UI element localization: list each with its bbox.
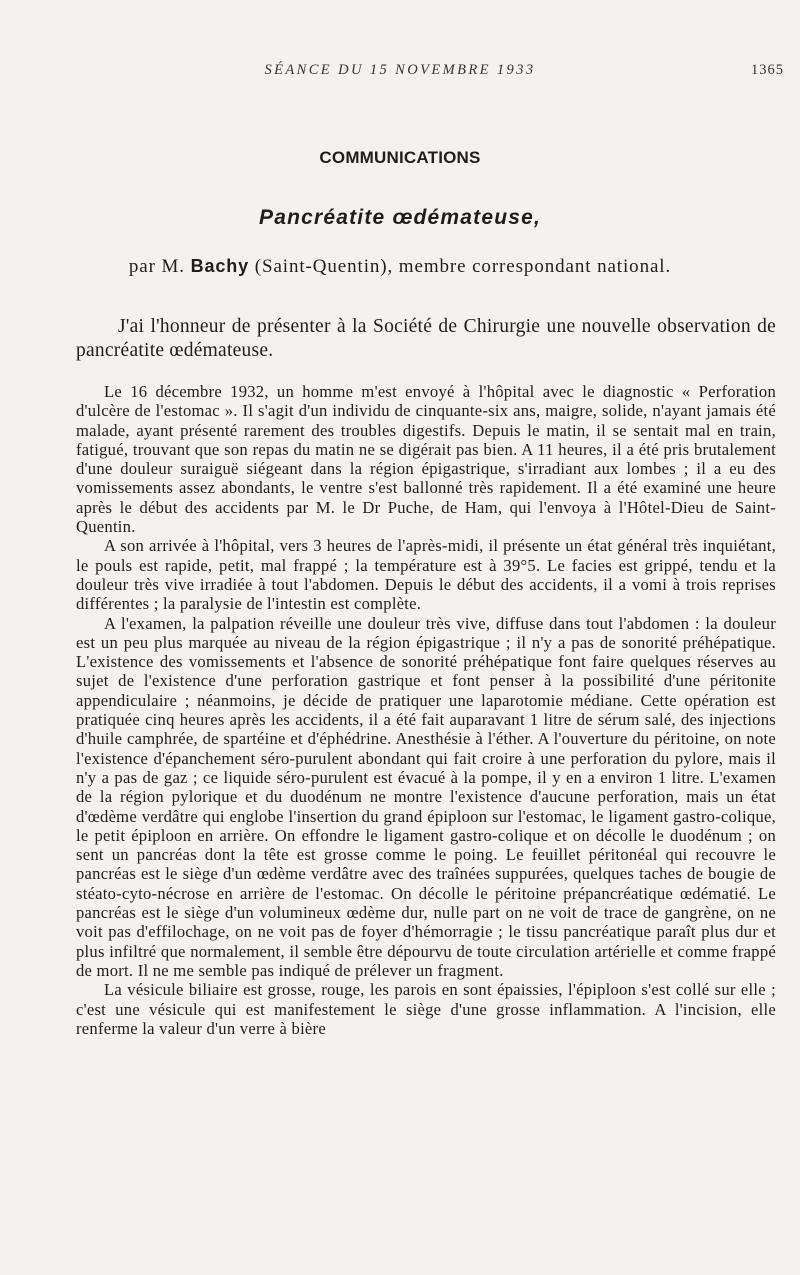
byline <box>0 256 800 278</box>
body-paragraph: La vésicule biliaire est grosse, rouge, les parois en sont épaissies, l'épiploon s'est collé sur elle ; c'est une vésicule qui est manifestement le siège d'une grosse inflammation. A l'incision, elle renferme la valeur d'un verre à bière <box>76 980 776 1038</box>
author-name: Bachy <box>190 256 250 276</box>
body-paragraph: A l'examen, la palpation réveille une douleur très vive, diffuse dans tout l'abdomen : la douleur est un peu plus marquée au niveau de la région épigastrique ; il n'y a pas de sonorité préhépatique. L'existence des vomissements et l'absence de sonorité préhépatique font faire quelques réserves au sujet de l'existence d'une perforation gastrique et font penser à la possibilité d'une péritonite appendiculaire ; néanmoins, je décide de pratiquer une laparotomie médiane. Cette opération est pratiquée cinq heures après les accidents, il a été fait auparavant 1 litre de sérum salé, des injections d'huile camphrée, de spartéine et d'éphédrine. Anesthésie à l'éther. A l'ouverture du péritoine, on note l'existence d'épanchement séro-purulent abondant qui fait croire à une perforation du pylore, mais il n'y a pas de gaz ; ce liquide séro-purulent est évacué à la pompe, il y en a environ 1 litre. L'examen de la région pylorique et du duodénum ne montre l'existence d'aucune perforation, mais un état d'œdème verdâtre qui englobe l'insertion du grand épiploon sur l'estomac, le ligament gastro-colique, le petit épiploon en arrière. On effondre le ligament gastro-colique et on décolle le duodénum ; on sent un pancréas dont la tête est grosse comme le poing. Le feuillet péritonéal qui recouvre le pancréas est le siège d'un œdème verdâtre avec des traînées suppurées, quelques taches de bougie de stéato-cyto-nécrose en arrière de l'estomac. On décolle le péritoine prépancréatique œdématié. Le pancréas est le siège d'un volumineux œdème dur, nulle part on ne voit de trace de gangrène, on ne voit pas d'effilochage, on ne voit pas de foyer d'hémorragie ; le tissu pancréatique paraît plus dur et plus infiltré que normalement, il semble être dépourvu de toute circulation artérielle et comme frappé de mort. Il ne me semble pas indiqué de prélever un fragment. <box>76 613 776 980</box>
article-title: Pancréatite œdémateuse, <box>258 206 542 229</box>
byline-suffix: (Saint-Quentin), membre correspondant national. <box>254 256 672 277</box>
intro-paragraph: J'ai l'honneur de présenter à la Société de Chirurgie une nouvelle observation de pancréatite œdémateuse. <box>76 316 776 361</box>
byline-prefix: par M. <box>128 256 185 277</box>
page-header <box>0 62 800 84</box>
running-head: SÉANCE DU 15 NOVEMBRE 1933 <box>264 62 536 78</box>
section-title: COMMUNICATIONS <box>319 148 481 167</box>
article-body <box>76 382 776 1038</box>
body-paragraph: Le 16 décembre 1932, un homme m'est envoyé à l'hôpital avec le diagnostic « Perforation d'ulcère de l'estomac ». Il s'agit d'un individu de cinquante-six ans, maigre, solide, n'ayant jamais été malade, ayant présenté rarement des troubles digestifs. Depuis le matin, il se sentait mal en train, fatigué, trouvant que son repas du matin ne se digérait pas bien. A 11 heures, il a été pris brutalement d'une douleur suraiguë siégeant dans la région épigastrique, s'irradiant aux lombes ; il a eu des vomissements assez abondants, le ventre s'est ballonné très rapidement. Il a été examiné une heure après le début des accidents par M. le Dr Puche, de Ham, qui l'envoya à l'Hôtel-Dieu de Saint-Quentin. <box>76 382 776 537</box>
body-paragraph: A son arrivée à l'hôpital, vers 3 heures de l'après-midi, il présente un état général très inquiétant, le pouls est rapide, petit, mal frappé ; la température est à 39°5. Le facies est grippé, tendu et la douleur très vive irradiée à tout l'abdomen. Depuis le début des accidents, il a vomi à trois reprises différentes ; la paralysie de l'intestin est complète. <box>76 536 776 614</box>
page-number: 1365 <box>751 62 784 78</box>
